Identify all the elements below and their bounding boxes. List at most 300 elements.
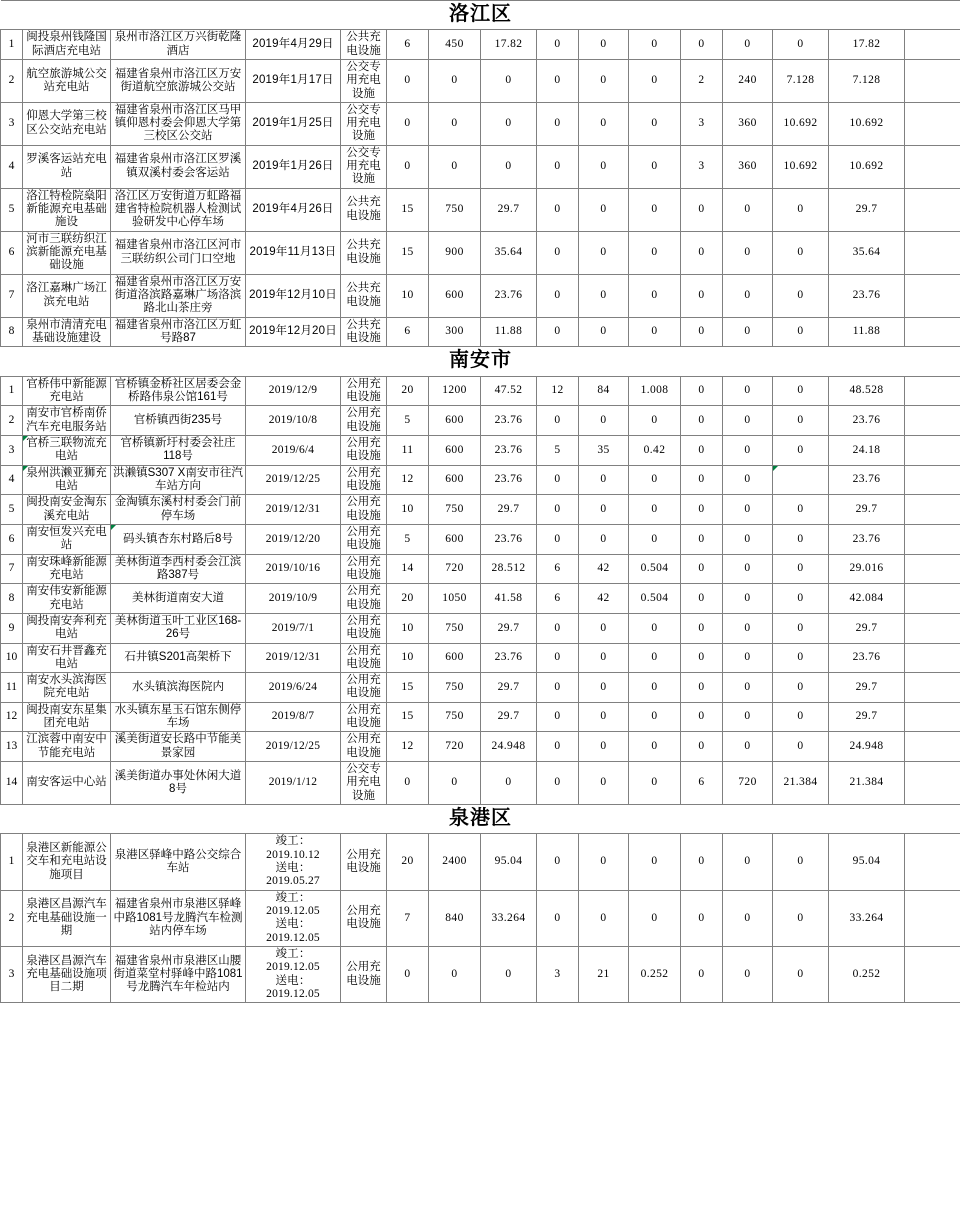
metric-cell-9[interactable]: 0 bbox=[773, 376, 829, 406]
metric-cell-5[interactable]: 0 bbox=[579, 762, 629, 805]
metric-cell-7[interactable]: 0 bbox=[681, 465, 723, 495]
build-date-cell[interactable]: 2019年1月25日 bbox=[246, 102, 341, 145]
metric-cell-1[interactable]: 14 bbox=[387, 554, 429, 584]
row-index-cell[interactable]: 4 bbox=[1, 465, 23, 495]
row-index-cell[interactable]: 7 bbox=[1, 274, 23, 317]
build-date-cell[interactable]: 2019年4月26日 bbox=[246, 188, 341, 231]
station-name-cell[interactable]: 闽投南安奔利充电站 bbox=[23, 613, 111, 643]
total-investment-cell[interactable]: 11.88 bbox=[829, 317, 905, 347]
row-index-cell[interactable]: 8 bbox=[1, 317, 23, 347]
metric-cell-2[interactable]: 750 bbox=[429, 495, 481, 525]
remark-cell[interactable] bbox=[905, 406, 960, 436]
remark-cell[interactable] bbox=[905, 274, 960, 317]
metric-cell-3[interactable]: 17.82 bbox=[481, 30, 537, 60]
total-investment-cell[interactable]: 48.528 bbox=[829, 376, 905, 406]
build-date-cell[interactable]: 2019/8/7 bbox=[246, 702, 341, 732]
facility-type-cell[interactable]: 公用充电设施 bbox=[341, 584, 387, 614]
metric-cell-3[interactable]: 23.76 bbox=[481, 643, 537, 673]
facility-type-cell[interactable]: 公用充电设施 bbox=[341, 613, 387, 643]
metric-cell-6[interactable]: 0 bbox=[629, 317, 681, 347]
build-date-cell[interactable]: 2019年12月20日 bbox=[246, 317, 341, 347]
row-index-cell[interactable]: 11 bbox=[1, 673, 23, 703]
metric-cell-4[interactable]: 0 bbox=[537, 834, 579, 890]
metric-cell-2[interactable]: 750 bbox=[429, 673, 481, 703]
metric-cell-5[interactable]: 0 bbox=[579, 613, 629, 643]
build-date-cell[interactable]: 2019/12/25 bbox=[246, 732, 341, 762]
metric-cell-3[interactable]: 0 bbox=[481, 946, 537, 1002]
station-address-cell[interactable]: 官桥镇新圩村委会社庄118号 bbox=[111, 435, 246, 465]
metric-cell-9[interactable]: 0 bbox=[773, 524, 829, 554]
build-date-cell[interactable]: 竣工： 2019.10.12 送电： 2019.05.27 bbox=[246, 834, 341, 890]
station-address-cell[interactable]: 美林街道玉叶工业区168-26号 bbox=[111, 613, 246, 643]
station-address-cell[interactable]: 福建省泉州市洛江区马甲镇仰恩村委会仰恩大学第三校区公交站 bbox=[111, 102, 246, 145]
metric-cell-5[interactable]: 0 bbox=[579, 890, 629, 946]
metric-cell-1[interactable]: 11 bbox=[387, 435, 429, 465]
metric-cell-8[interactable]: 0 bbox=[723, 376, 773, 406]
metric-cell-8[interactable]: 0 bbox=[723, 317, 773, 347]
row-index-cell[interactable]: 2 bbox=[1, 406, 23, 436]
row-index-cell[interactable]: 5 bbox=[1, 495, 23, 525]
metric-cell-7[interactable]: 0 bbox=[681, 376, 723, 406]
metric-cell-6[interactable]: 0 bbox=[629, 673, 681, 703]
facility-type-cell[interactable]: 公用充电设施 bbox=[341, 524, 387, 554]
metric-cell-7[interactable]: 0 bbox=[681, 406, 723, 436]
total-investment-cell[interactable]: 33.264 bbox=[829, 890, 905, 946]
metric-cell-5[interactable]: 21 bbox=[579, 946, 629, 1002]
metric-cell-7[interactable]: 0 bbox=[681, 30, 723, 60]
total-investment-cell[interactable]: 29.016 bbox=[829, 554, 905, 584]
metric-cell-2[interactable]: 750 bbox=[429, 613, 481, 643]
remark-cell[interactable] bbox=[905, 673, 960, 703]
metric-cell-7[interactable]: 0 bbox=[681, 946, 723, 1002]
metric-cell-2[interactable]: 1200 bbox=[429, 376, 481, 406]
total-investment-cell[interactable]: 0.252 bbox=[829, 946, 905, 1002]
metric-cell-4[interactable]: 0 bbox=[537, 59, 579, 102]
station-address-cell[interactable]: 美林街道南安大道 bbox=[111, 584, 246, 614]
metric-cell-1[interactable]: 5 bbox=[387, 524, 429, 554]
station-address-cell[interactable]: 石井镇S201高架桥下 bbox=[111, 643, 246, 673]
total-investment-cell[interactable]: 29.7 bbox=[829, 702, 905, 732]
metric-cell-7[interactable]: 0 bbox=[681, 673, 723, 703]
metric-cell-4[interactable]: 0 bbox=[537, 317, 579, 347]
metric-cell-7[interactable]: 0 bbox=[681, 584, 723, 614]
metric-cell-9[interactable]: 0 bbox=[773, 554, 829, 584]
metric-cell-4[interactable]: 6 bbox=[537, 554, 579, 584]
metric-cell-8[interactable]: 720 bbox=[723, 762, 773, 805]
metric-cell-6[interactable]: 0 bbox=[629, 231, 681, 274]
metric-cell-2[interactable]: 2400 bbox=[429, 834, 481, 890]
metric-cell-5[interactable]: 0 bbox=[579, 231, 629, 274]
metric-cell-3[interactable]: 24.948 bbox=[481, 732, 537, 762]
facility-type-cell[interactable]: 公交专用充电设施 bbox=[341, 59, 387, 102]
metric-cell-2[interactable]: 600 bbox=[429, 406, 481, 436]
metric-cell-3[interactable]: 33.264 bbox=[481, 890, 537, 946]
remark-cell[interactable] bbox=[905, 834, 960, 890]
station-name-cell[interactable]: 南安恒发兴充电站 bbox=[23, 524, 111, 554]
station-name-cell[interactable]: 江滨蓉中南安中节能充电站 bbox=[23, 732, 111, 762]
total-investment-cell[interactable]: 23.76 bbox=[829, 643, 905, 673]
metric-cell-5[interactable]: 0 bbox=[579, 145, 629, 188]
metric-cell-9[interactable]: 0 bbox=[773, 613, 829, 643]
metric-cell-3[interactable]: 41.58 bbox=[481, 584, 537, 614]
metric-cell-2[interactable]: 600 bbox=[429, 643, 481, 673]
metric-cell-7[interactable]: 0 bbox=[681, 495, 723, 525]
row-index-cell[interactable]: 12 bbox=[1, 702, 23, 732]
row-index-cell[interactable]: 3 bbox=[1, 102, 23, 145]
metric-cell-6[interactable]: 0 bbox=[629, 274, 681, 317]
total-investment-cell[interactable]: 42.084 bbox=[829, 584, 905, 614]
metric-cell-9[interactable]: 0 bbox=[773, 30, 829, 60]
remark-cell[interactable] bbox=[905, 495, 960, 525]
total-investment-cell[interactable]: 29.7 bbox=[829, 673, 905, 703]
row-index-cell[interactable]: 5 bbox=[1, 188, 23, 231]
metric-cell-5[interactable]: 0 bbox=[579, 59, 629, 102]
metric-cell-9[interactable]: 7.128 bbox=[773, 59, 829, 102]
metric-cell-1[interactable]: 6 bbox=[387, 317, 429, 347]
metric-cell-2[interactable]: 900 bbox=[429, 231, 481, 274]
metric-cell-4[interactable]: 0 bbox=[537, 188, 579, 231]
metric-cell-7[interactable]: 0 bbox=[681, 554, 723, 584]
metric-cell-5[interactable]: 84 bbox=[579, 376, 629, 406]
facility-type-cell[interactable]: 公用充电设施 bbox=[341, 702, 387, 732]
build-date-cell[interactable]: 2019/12/31 bbox=[246, 643, 341, 673]
build-date-cell[interactable]: 2019/10/9 bbox=[246, 584, 341, 614]
station-address-cell[interactable]: 泉州市洛江区万兴街乾隆酒店 bbox=[111, 30, 246, 60]
metric-cell-5[interactable]: 42 bbox=[579, 584, 629, 614]
metric-cell-1[interactable]: 10 bbox=[387, 495, 429, 525]
metric-cell-8[interactable]: 360 bbox=[723, 145, 773, 188]
metric-cell-7[interactable]: 6 bbox=[681, 762, 723, 805]
facility-type-cell[interactable]: 公共充电设施 bbox=[341, 317, 387, 347]
station-name-cell[interactable]: 南安伟安新能源充电站 bbox=[23, 584, 111, 614]
station-name-cell[interactable]: 南安石井晋鑫充电站 bbox=[23, 643, 111, 673]
station-address-cell[interactable]: 洪濑镇S307 X南安市往汽车站方向 bbox=[111, 465, 246, 495]
station-name-cell[interactable]: 南安市官桥南侨汽车充电服务站 bbox=[23, 406, 111, 436]
metric-cell-8[interactable]: 0 bbox=[723, 946, 773, 1002]
metric-cell-9[interactable]: 10.692 bbox=[773, 145, 829, 188]
total-investment-cell[interactable]: 95.04 bbox=[829, 834, 905, 890]
facility-type-cell[interactable]: 公用充电设施 bbox=[341, 643, 387, 673]
metric-cell-9[interactable]: 0 bbox=[773, 732, 829, 762]
station-name-cell[interactable]: 闽投南安金淘东溪充电站 bbox=[23, 495, 111, 525]
total-investment-cell[interactable]: 29.7 bbox=[829, 188, 905, 231]
metric-cell-3[interactable]: 95.04 bbox=[481, 834, 537, 890]
metric-cell-9[interactable]: 0 bbox=[773, 890, 829, 946]
metric-cell-7[interactable]: 3 bbox=[681, 102, 723, 145]
metric-cell-9[interactable]: 0 bbox=[773, 406, 829, 436]
metric-cell-2[interactable]: 0 bbox=[429, 762, 481, 805]
metric-cell-9[interactable]: 0 bbox=[773, 495, 829, 525]
remark-cell[interactable] bbox=[905, 317, 960, 347]
metric-cell-1[interactable]: 12 bbox=[387, 465, 429, 495]
row-index-cell[interactable]: 3 bbox=[1, 946, 23, 1002]
total-investment-cell[interactable]: 23.76 bbox=[829, 465, 905, 495]
metric-cell-2[interactable]: 600 bbox=[429, 274, 481, 317]
total-investment-cell[interactable]: 24.18 bbox=[829, 435, 905, 465]
metric-cell-6[interactable]: 0 bbox=[629, 59, 681, 102]
metric-cell-8[interactable]: 0 bbox=[723, 673, 773, 703]
metric-cell-5[interactable]: 0 bbox=[579, 406, 629, 436]
metric-cell-2[interactable]: 0 bbox=[429, 145, 481, 188]
remark-cell[interactable] bbox=[905, 584, 960, 614]
total-investment-cell[interactable]: 35.64 bbox=[829, 231, 905, 274]
metric-cell-9[interactable]: 0 bbox=[773, 643, 829, 673]
build-date-cell[interactable]: 2019/6/24 bbox=[246, 673, 341, 703]
metric-cell-3[interactable]: 23.76 bbox=[481, 435, 537, 465]
build-date-cell[interactable]: 2019/1/12 bbox=[246, 762, 341, 805]
build-date-cell[interactable]: 2019年1月26日 bbox=[246, 145, 341, 188]
metric-cell-4[interactable]: 0 bbox=[537, 231, 579, 274]
metric-cell-1[interactable]: 10 bbox=[387, 274, 429, 317]
metric-cell-1[interactable]: 15 bbox=[387, 231, 429, 274]
metric-cell-2[interactable]: 600 bbox=[429, 435, 481, 465]
remark-cell[interactable] bbox=[905, 732, 960, 762]
facility-type-cell[interactable]: 公用充电设施 bbox=[341, 376, 387, 406]
metric-cell-1[interactable]: 20 bbox=[387, 834, 429, 890]
metric-cell-4[interactable]: 0 bbox=[537, 762, 579, 805]
metric-cell-6[interactable]: 0 bbox=[629, 643, 681, 673]
remark-cell[interactable] bbox=[905, 435, 960, 465]
metric-cell-4[interactable]: 12 bbox=[537, 376, 579, 406]
metric-cell-4[interactable]: 0 bbox=[537, 613, 579, 643]
station-name-cell[interactable]: 官桥伟中新能源充电站 bbox=[23, 376, 111, 406]
station-name-cell[interactable]: 南安客运中心站 bbox=[23, 762, 111, 805]
metric-cell-4[interactable]: 0 bbox=[537, 495, 579, 525]
station-address-cell[interactable]: 官桥镇西街235号 bbox=[111, 406, 246, 436]
metric-cell-5[interactable]: 0 bbox=[579, 524, 629, 554]
build-date-cell[interactable]: 竣工： 2019.12.05 送电： 2019.12.05 bbox=[246, 946, 341, 1002]
facility-type-cell[interactable]: 公交专用充电设施 bbox=[341, 762, 387, 805]
station-name-cell[interactable]: 仰恩大学第三校区公交站充电站 bbox=[23, 102, 111, 145]
facility-type-cell[interactable]: 公共充电设施 bbox=[341, 188, 387, 231]
metric-cell-9[interactable]: 0 bbox=[773, 946, 829, 1002]
facility-type-cell[interactable]: 公用充电设施 bbox=[341, 435, 387, 465]
metric-cell-3[interactable]: 29.7 bbox=[481, 702, 537, 732]
station-address-cell[interactable]: 码头镇杏东村路后8号 bbox=[111, 524, 246, 554]
station-name-cell[interactable]: 闽投南安东星集团充电站 bbox=[23, 702, 111, 732]
metric-cell-8[interactable]: 0 bbox=[723, 435, 773, 465]
metric-cell-1[interactable]: 20 bbox=[387, 584, 429, 614]
station-name-cell[interactable]: 洛江嘉琳广场江滨充电站 bbox=[23, 274, 111, 317]
metric-cell-1[interactable]: 0 bbox=[387, 946, 429, 1002]
metric-cell-3[interactable]: 47.52 bbox=[481, 376, 537, 406]
build-date-cell[interactable]: 竣工： 2019.12.05 送电： 2019.12.05 bbox=[246, 890, 341, 946]
metric-cell-7[interactable]: 0 bbox=[681, 435, 723, 465]
station-address-cell[interactable]: 泉港区驿峰中路公交综合车站 bbox=[111, 834, 246, 890]
station-address-cell[interactable]: 溪美街道办事处休闲大道8号 bbox=[111, 762, 246, 805]
station-address-cell[interactable]: 水头镇东星玉石馆东侧停车场 bbox=[111, 702, 246, 732]
metric-cell-1[interactable]: 6 bbox=[387, 30, 429, 60]
total-investment-cell[interactable]: 24.948 bbox=[829, 732, 905, 762]
metric-cell-9[interactable]: 0 bbox=[773, 584, 829, 614]
facility-type-cell[interactable]: 公用充电设施 bbox=[341, 673, 387, 703]
metric-cell-5[interactable]: 0 bbox=[579, 465, 629, 495]
metric-cell-8[interactable]: 0 bbox=[723, 406, 773, 436]
remark-cell[interactable] bbox=[905, 643, 960, 673]
row-index-cell[interactable]: 4 bbox=[1, 145, 23, 188]
station-address-cell[interactable]: 福建省泉州市洛江区万虹号路87 bbox=[111, 317, 246, 347]
metric-cell-1[interactable]: 0 bbox=[387, 145, 429, 188]
remark-cell[interactable] bbox=[905, 554, 960, 584]
metric-cell-8[interactable]: 0 bbox=[723, 554, 773, 584]
metric-cell-6[interactable]: 0 bbox=[629, 702, 681, 732]
metric-cell-2[interactable]: 750 bbox=[429, 188, 481, 231]
build-date-cell[interactable]: 2019年4月29日 bbox=[246, 30, 341, 60]
total-investment-cell[interactable]: 21.384 bbox=[829, 762, 905, 805]
build-date-cell[interactable]: 2019/10/16 bbox=[246, 554, 341, 584]
metric-cell-9[interactable]: 0 bbox=[773, 231, 829, 274]
metric-cell-4[interactable]: 0 bbox=[537, 702, 579, 732]
metric-cell-2[interactable]: 720 bbox=[429, 554, 481, 584]
metric-cell-7[interactable]: 2 bbox=[681, 59, 723, 102]
metric-cell-6[interactable]: 0 bbox=[629, 524, 681, 554]
row-index-cell[interactable]: 9 bbox=[1, 613, 23, 643]
metric-cell-7[interactable]: 0 bbox=[681, 613, 723, 643]
total-investment-cell[interactable]: 23.76 bbox=[829, 274, 905, 317]
facility-type-cell[interactable]: 公共充电设施 bbox=[341, 274, 387, 317]
metric-cell-1[interactable]: 0 bbox=[387, 762, 429, 805]
station-name-cell[interactable]: 航空旅游城公交站充电站 bbox=[23, 59, 111, 102]
metric-cell-2[interactable]: 600 bbox=[429, 465, 481, 495]
metric-cell-7[interactable]: 0 bbox=[681, 643, 723, 673]
metric-cell-4[interactable]: 0 bbox=[537, 102, 579, 145]
station-address-cell[interactable]: 溪美街道安长路中节能美景家园 bbox=[111, 732, 246, 762]
row-index-cell[interactable]: 6 bbox=[1, 231, 23, 274]
remark-cell[interactable] bbox=[905, 59, 960, 102]
station-address-cell[interactable]: 福建省泉州市洛江区万安街道航空旅游城公交站 bbox=[111, 59, 246, 102]
row-index-cell[interactable]: 1 bbox=[1, 834, 23, 890]
metric-cell-6[interactable]: 0 bbox=[629, 890, 681, 946]
metric-cell-3[interactable]: 23.76 bbox=[481, 274, 537, 317]
metric-cell-6[interactable]: 0 bbox=[629, 30, 681, 60]
row-index-cell[interactable]: 14 bbox=[1, 762, 23, 805]
metric-cell-6[interactable]: 0 bbox=[629, 188, 681, 231]
total-investment-cell[interactable]: 17.82 bbox=[829, 30, 905, 60]
metric-cell-5[interactable]: 0 bbox=[579, 274, 629, 317]
metric-cell-3[interactable]: 0 bbox=[481, 59, 537, 102]
metric-cell-4[interactable]: 0 bbox=[537, 673, 579, 703]
metric-cell-9[interactable]: 0 bbox=[773, 834, 829, 890]
metric-cell-2[interactable]: 600 bbox=[429, 524, 481, 554]
metric-cell-9[interactable]: 0 bbox=[773, 188, 829, 231]
metric-cell-1[interactable]: 15 bbox=[387, 188, 429, 231]
metric-cell-6[interactable]: 0 bbox=[629, 406, 681, 436]
remark-cell[interactable] bbox=[905, 465, 960, 495]
metric-cell-2[interactable]: 0 bbox=[429, 59, 481, 102]
station-address-cell[interactable]: 福建省泉州市洛江区罗溪镇双溪村委会客运站 bbox=[111, 145, 246, 188]
metric-cell-2[interactable]: 1050 bbox=[429, 584, 481, 614]
metric-cell-3[interactable]: 0 bbox=[481, 762, 537, 805]
metric-cell-3[interactable]: 28.512 bbox=[481, 554, 537, 584]
metric-cell-7[interactable]: 0 bbox=[681, 317, 723, 347]
metric-cell-7[interactable]: 0 bbox=[681, 834, 723, 890]
metric-cell-7[interactable]: 3 bbox=[681, 145, 723, 188]
metric-cell-6[interactable]: 0 bbox=[629, 834, 681, 890]
metric-cell-7[interactable]: 0 bbox=[681, 188, 723, 231]
build-date-cell[interactable]: 2019/10/8 bbox=[246, 406, 341, 436]
metric-cell-1[interactable]: 0 bbox=[387, 102, 429, 145]
metric-cell-3[interactable]: 35.64 bbox=[481, 231, 537, 274]
remark-cell[interactable] bbox=[905, 30, 960, 60]
metric-cell-4[interactable]: 6 bbox=[537, 584, 579, 614]
row-index-cell[interactable]: 7 bbox=[1, 554, 23, 584]
remark-cell[interactable] bbox=[905, 946, 960, 1002]
row-index-cell[interactable]: 10 bbox=[1, 643, 23, 673]
metric-cell-5[interactable]: 0 bbox=[579, 188, 629, 231]
remark-cell[interactable] bbox=[905, 762, 960, 805]
metric-cell-1[interactable]: 7 bbox=[387, 890, 429, 946]
metric-cell-2[interactable]: 300 bbox=[429, 317, 481, 347]
metric-cell-6[interactable]: 0 bbox=[629, 465, 681, 495]
metric-cell-9[interactable]: 0 bbox=[773, 435, 829, 465]
metric-cell-5[interactable]: 0 bbox=[579, 30, 629, 60]
station-name-cell[interactable]: 泉州洪濑亚狮充电站 bbox=[23, 465, 111, 495]
row-index-cell[interactable]: 13 bbox=[1, 732, 23, 762]
facility-type-cell[interactable]: 公用充电设施 bbox=[341, 946, 387, 1002]
metric-cell-7[interactable]: 0 bbox=[681, 732, 723, 762]
metric-cell-1[interactable]: 10 bbox=[387, 613, 429, 643]
metric-cell-2[interactable]: 840 bbox=[429, 890, 481, 946]
facility-type-cell[interactable]: 公用充电设施 bbox=[341, 406, 387, 436]
station-name-cell[interactable]: 河市三联纺织江滨新能源充电基础设施 bbox=[23, 231, 111, 274]
build-date-cell[interactable]: 2019年12月10日 bbox=[246, 274, 341, 317]
row-index-cell[interactable]: 2 bbox=[1, 59, 23, 102]
metric-cell-8[interactable]: 0 bbox=[723, 643, 773, 673]
metric-cell-3[interactable]: 29.7 bbox=[481, 188, 537, 231]
metric-cell-1[interactable]: 15 bbox=[387, 673, 429, 703]
station-address-cell[interactable]: 福建省泉州市泉港区驿峰中路1081号龙腾汽车检测站内停车场 bbox=[111, 890, 246, 946]
station-address-cell[interactable]: 福建省泉州市洛江区河市三联纺织公司门口空地 bbox=[111, 231, 246, 274]
metric-cell-4[interactable]: 0 bbox=[537, 145, 579, 188]
metric-cell-6[interactable]: 0.504 bbox=[629, 554, 681, 584]
build-date-cell[interactable]: 2019年1月17日 bbox=[246, 59, 341, 102]
metric-cell-8[interactable]: 0 bbox=[723, 495, 773, 525]
station-name-cell[interactable]: 洛江特检院燊阳新能源充电基础施设 bbox=[23, 188, 111, 231]
metric-cell-8[interactable]: 240 bbox=[723, 59, 773, 102]
build-date-cell[interactable]: 2019/12/20 bbox=[246, 524, 341, 554]
build-date-cell[interactable]: 2019/12/9 bbox=[246, 376, 341, 406]
facility-type-cell[interactable]: 公用充电设施 bbox=[341, 495, 387, 525]
metric-cell-8[interactable]: 0 bbox=[723, 188, 773, 231]
metric-cell-6[interactable]: 1.008 bbox=[629, 376, 681, 406]
total-investment-cell[interactable]: 29.7 bbox=[829, 495, 905, 525]
metric-cell-3[interactable]: 29.7 bbox=[481, 673, 537, 703]
metric-cell-9[interactable]: 21.384 bbox=[773, 762, 829, 805]
metric-cell-4[interactable]: 0 bbox=[537, 524, 579, 554]
metric-cell-9[interactable]: 0 bbox=[773, 702, 829, 732]
remark-cell[interactable] bbox=[905, 702, 960, 732]
facility-type-cell[interactable]: 公用充电设施 bbox=[341, 890, 387, 946]
metric-cell-3[interactable]: 29.7 bbox=[481, 495, 537, 525]
station-address-cell[interactable]: 水头镇滨海医院内 bbox=[111, 673, 246, 703]
build-date-cell[interactable]: 2019/6/4 bbox=[246, 435, 341, 465]
metric-cell-3[interactable]: 29.7 bbox=[481, 613, 537, 643]
metric-cell-8[interactable]: 0 bbox=[723, 613, 773, 643]
row-index-cell[interactable]: 1 bbox=[1, 30, 23, 60]
metric-cell-1[interactable]: 5 bbox=[387, 406, 429, 436]
row-index-cell[interactable]: 6 bbox=[1, 524, 23, 554]
metric-cell-7[interactable]: 0 bbox=[681, 274, 723, 317]
total-investment-cell[interactable]: 10.692 bbox=[829, 145, 905, 188]
metric-cell-3[interactable]: 11.88 bbox=[481, 317, 537, 347]
remark-cell[interactable] bbox=[905, 145, 960, 188]
metric-cell-6[interactable]: 0 bbox=[629, 613, 681, 643]
metric-cell-9[interactable]: 0 bbox=[773, 274, 829, 317]
metric-cell-2[interactable]: 0 bbox=[429, 102, 481, 145]
metric-cell-4[interactable]: 0 bbox=[537, 643, 579, 673]
metric-cell-7[interactable]: 0 bbox=[681, 890, 723, 946]
total-investment-cell[interactable]: 10.692 bbox=[829, 102, 905, 145]
